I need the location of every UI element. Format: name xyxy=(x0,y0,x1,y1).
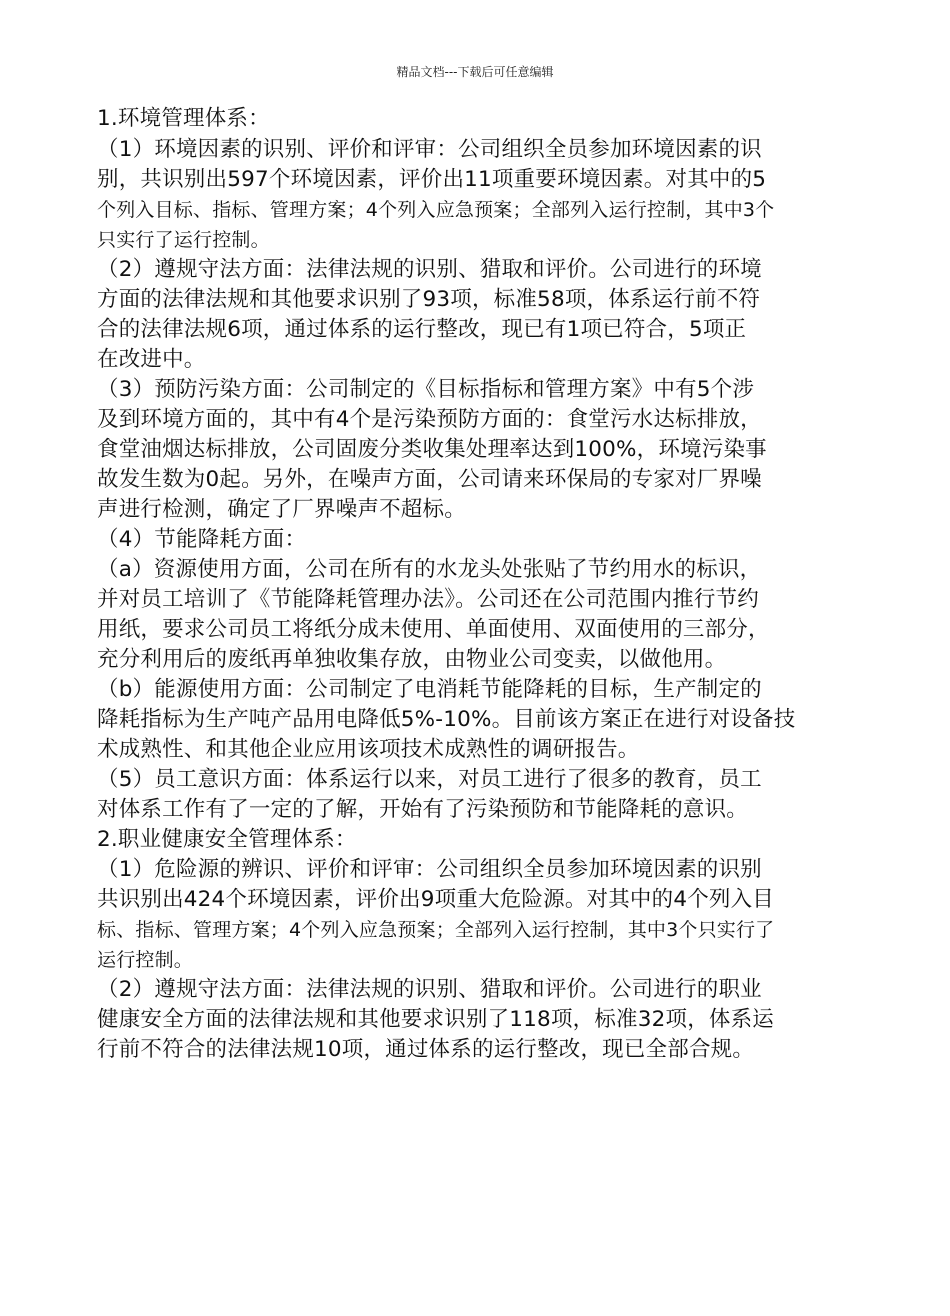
paragraph-line: 个列入目标、指标、管理方案；4个列入应急预案；全部列入运行控制，其中3个 xyxy=(97,199,775,221)
paragraph-line: （1）危险源的辨识、评价和评审：公司组织全员参加环境因素的识别 xyxy=(97,857,762,882)
paragraph-line: 健康安全方面的法律法规和其他要求识别了118项，标准32项，体系运 xyxy=(97,1007,774,1032)
paragraph-line: 运行控制。 xyxy=(97,949,194,971)
paragraph-line: （5）员工意识方面：体系运行以来，对员工进行了很多的教育，员工 xyxy=(97,767,762,792)
paragraph-line: 行前不符合的法律法规10项，通过体系的运行整改，现已全部合规。 xyxy=(97,1037,755,1062)
paragraph-line: 术成熟性、和其他企业应用该项技术成熟性的调研报告。 xyxy=(97,737,640,762)
paragraph-line: 标、指标、管理方案；4个列入应急预案；全部列入运行控制，其中3个只实行了 xyxy=(97,919,775,941)
paragraph-line: 充分利用后的废纸再单独收集存放，由物业公司变卖，以做他用。 xyxy=(97,647,727,672)
paragraph-line: 用纸，要求公司员工将纸分成未使用、单面使用、双面使用的三部分， xyxy=(97,617,770,642)
paragraph-line: 声进行检测，确定了厂界噪声不超标。 xyxy=(97,497,466,522)
page-header: 精品文档---下载后可任意编辑 xyxy=(396,65,554,79)
paragraph-line: 只实行了运行控制。 xyxy=(97,229,270,251)
paragraph-line: 故发生数为0起。另外，在噪声方面，公司请来环保局的专家对厂界噪 xyxy=(97,467,762,492)
paragraph-line: 及到环境方面的，其中有4个是污染预防方面的：食堂污水达标排放， xyxy=(97,407,762,432)
paragraph-line: （a）资源使用方面，公司在所有的水龙头处张贴了节约用水的标识， xyxy=(97,557,762,582)
paragraph-line: （1）环境因素的识别、评价和评审：公司组织全员参加环境因素的识 xyxy=(97,137,762,162)
document-body xyxy=(97,103,857,1065)
paragraph-line: 合的法律法规6项，通过体系的运行整改，现已有1项已符合，5项正 xyxy=(97,317,747,342)
paragraph-line: 别，共识别出597个环境因素，评价出11项重要环境因素。对其中的5 xyxy=(97,167,767,192)
paragraph-line: 并对员工培训了《节能降耗管理办法》。公司还在公司范围内推行节约 xyxy=(97,587,759,612)
paragraph-line: （b）能源使用方面：公司制定了电消耗节能降耗的目标，生产制定的 xyxy=(97,677,762,702)
paragraph-line: （3）预防污染方面：公司制定的《目标指标和管理方案》中有5个涉 xyxy=(97,377,755,402)
paragraph-line: 方面的法律法规和其他要求识别了93项，标准58项，体系运行前不符 xyxy=(97,287,761,312)
paragraph-line: （2）遵规守法方面：法律法规的识别、猎取和评价。公司进行的职业 xyxy=(97,977,762,1002)
paragraph-line: （2）遵规守法方面：法律法规的识别、猎取和评价。公司进行的环境 xyxy=(97,257,762,282)
paragraph-line: （4）节能降耗方面： xyxy=(97,527,307,552)
section-heading-environment: 1.环境管理体系： xyxy=(97,106,270,131)
paragraph-line: 在改进中。 xyxy=(97,347,206,372)
paragraph-line: 食堂油烟达标排放，公司固废分类收集处理率达到100%，环境污染事 xyxy=(97,437,767,462)
section-heading-occupational-safety: 2.职业健康安全管理体系： xyxy=(97,827,357,852)
paragraph-line: 对体系工作有了一定的了解，开始有了污染预防和节能降耗的意识。 xyxy=(97,797,749,822)
paragraph-line: 共识别出424个环境因素，评价出9项重大危险源。对其中的4个列入目 xyxy=(97,887,774,912)
paragraph-line: 降耗指标为生产吨产品用电降低5%-10%。目前该方案正在进行对设备技 xyxy=(97,707,796,732)
